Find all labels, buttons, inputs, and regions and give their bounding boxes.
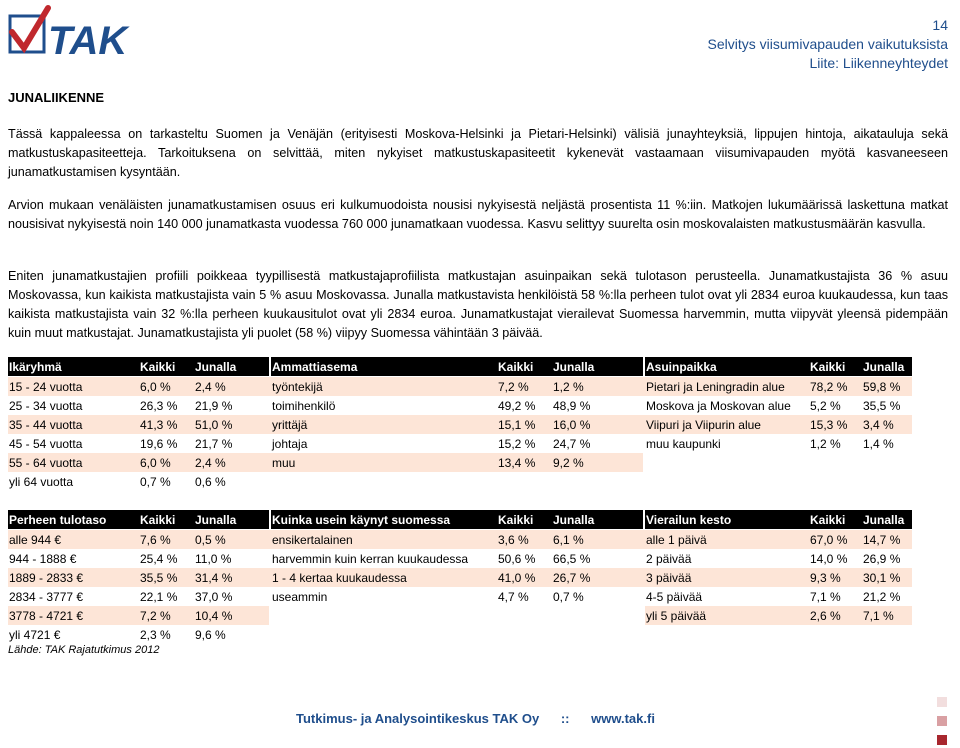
table-cell: 1889 - 2833 € (9, 570, 84, 585)
table-cell: 66,5 % (553, 551, 591, 566)
col-header: Kaikki (809, 510, 862, 529)
table-cell: 15,3 % (810, 417, 848, 432)
table-cell: 6,1 % (553, 532, 584, 547)
table-row (8, 568, 912, 587)
col-header: Vierailun kesto (645, 510, 809, 529)
table-cell: 2 päivää (646, 551, 692, 566)
table-cell: ensikertalainen (272, 532, 353, 547)
table-row (8, 549, 912, 568)
table-cell: Moskova ja Moskovan alue (646, 398, 791, 413)
table-cell (271, 472, 497, 491)
table-cell: toimihenkilö (272, 398, 336, 413)
table-cell: 25,4 % (140, 551, 178, 566)
table-row (8, 434, 912, 453)
col-header: Kaikki (809, 357, 862, 376)
table-cell (645, 472, 809, 491)
table-cell: työntekijä (272, 379, 323, 394)
table-cell: yli 5 päivää (645, 606, 809, 625)
table-cell: alle 944 € (9, 532, 62, 547)
table-cell: 7,2 % (498, 379, 529, 394)
table-cell (497, 472, 552, 491)
footer-separator: :: (560, 711, 570, 726)
decor-square-icon (937, 697, 947, 707)
table-cell: 3,4 % (863, 417, 894, 432)
table-row (8, 625, 912, 644)
table-cell (862, 625, 912, 644)
table-cell: johtaja (272, 436, 308, 451)
table-cell: 2834 - 3777 € (9, 589, 84, 604)
table-cell: useammin (272, 589, 328, 604)
table-cell: 2,4 % (194, 453, 269, 472)
table-cell: yli 64 vuotta (9, 474, 74, 489)
table-cell (497, 606, 552, 625)
table-cell: 0,6 % (195, 474, 226, 489)
table-row (8, 587, 912, 606)
table-cell: 4,7 % (498, 589, 529, 604)
table-cell: 3,6 % (498, 532, 529, 547)
table-cell: Pietari ja Leningradin alue (646, 379, 785, 394)
table-cell: 41,0 % (498, 570, 536, 585)
table-cell (809, 625, 862, 644)
table-cell: 37,0 % (195, 589, 233, 604)
table-cell: 2,3 % (140, 627, 171, 642)
paragraph-profile: Eniten junamatkustajien profiili poikkeaa tyypillisestä matkustajaprofiilista matkustajan asuinpaikan sekä tulotason perusteella. Junamatkustajista 36 % asuu Moskovassa, kun kaikista matkustajista vain 5 % asuu Moskovassa. Junalla matkustavista henkilöistä 58 %:lla perheen tulot ovat yli 2834 euroa kuukaudessa, kun taas kaikista matkustajista vain 32 %:lla perheen kuukausitulot ovat yli 2834 euroa. Junamatkustajat vierailevat Suomessa harvemmin, mutta viipyvät yleensä pidempään kuin muut matkustajat. Junamatkustajista yli puolet (58 %) viipyy Suomessa vähintään 3 päivää. (8, 269, 948, 340)
table-cell: 26,9 % (863, 551, 901, 566)
table-cell: 45 - 54 vuotta (9, 436, 83, 451)
table-cell: muu (271, 453, 497, 472)
table-cell (645, 625, 809, 644)
table-cell: 50,6 % (498, 551, 536, 566)
table-cell: 14,7 % (863, 532, 901, 547)
table-cell: muu kaupunki (646, 436, 721, 451)
table-row (8, 415, 912, 434)
income-visits-table (8, 510, 912, 644)
paragraph-intro: Tässä kappaleessa on tarkasteltu Suomen ja Venäjän (erityisesti Moskova-Helsinki ja Pietari-Helsinki) välisiä junayhteyksiä, lippujen hintoja, aikatauluja sekä matkustuskapasiteetteja. Tarkoituksena on selvittää, miten nykyiset matkustuskapasiteetit kykenevät vastaamaan viisumivapauden myötä kasvaneeseen junamatkustamisen kysyntään. (8, 127, 948, 179)
tak-logo (8, 4, 148, 64)
table-cell (552, 606, 643, 625)
col-header: Perheen tulotaso (8, 510, 139, 529)
table-cell: 2,6 % (809, 606, 862, 625)
table-row (8, 453, 912, 472)
table-cell (645, 453, 809, 472)
table-cell: 7,1 % (862, 606, 912, 625)
table-cell (809, 453, 862, 472)
table-row (8, 472, 912, 491)
table-cell: 13,4 % (497, 453, 552, 472)
table-cell: 35 - 44 vuotta (9, 417, 83, 432)
table-cell: 35,5 % (863, 398, 901, 413)
table-cell: 48,9 % (553, 398, 591, 413)
table-header-row (8, 357, 912, 376)
table-cell: 15,1 % (498, 417, 536, 432)
table-row (8, 606, 912, 625)
table-cell: 15,2 % (498, 436, 536, 451)
table-cell: 49,2 % (498, 398, 536, 413)
table-cell: 0,5 % (195, 532, 226, 547)
col-header: Kuinka usein käynyt suomessa (271, 510, 497, 529)
table-cell: 3778 - 4721 € (8, 606, 139, 625)
appendix-label: Liite: Liikenneyhteydet (809, 55, 948, 71)
table-cell: 7,6 % (140, 532, 171, 547)
table-cell: 4-5 päivää (646, 589, 703, 604)
footer-org: Tutkimus- ja Analysointikeskus TAK Oy (296, 711, 540, 726)
table-cell: 9,2 % (552, 453, 643, 472)
table-cell: 9,3 % (810, 570, 841, 585)
table-cell: 26,7 % (553, 570, 591, 585)
col-header: Junalla (862, 510, 912, 529)
table-cell: 21,7 % (195, 436, 233, 451)
col-header: Kaikki (497, 510, 552, 529)
table-cell: 55 - 64 vuotta (8, 453, 139, 472)
table-cell: 51,0 % (195, 417, 233, 432)
table-cell: 7,1 % (810, 589, 841, 604)
decor-square-icon (937, 735, 947, 745)
table-cell: 24,7 % (553, 436, 591, 451)
table-cell: 26,3 % (140, 398, 178, 413)
col-header: Junalla (552, 510, 643, 529)
table-cell: 21,2 % (863, 589, 901, 604)
col-header: Kaikki (497, 357, 552, 376)
table-cell: 22,1 % (140, 589, 178, 604)
footer (296, 711, 673, 726)
table-cell: 6,0 % (139, 453, 194, 472)
col-header: Junalla (862, 357, 912, 376)
table-cell: 9,6 % (195, 627, 226, 642)
document-title: Selvitys viisumivapauden vaikutuksista (707, 36, 948, 52)
table-cell (862, 472, 912, 491)
table-cell: 35,5 % (140, 570, 178, 585)
table-cell: 30,1 % (863, 570, 901, 585)
table-header-row (8, 510, 912, 529)
table-cell: yrittäjä (272, 417, 308, 432)
footer-url-link[interactable]: www.tak.fi (591, 711, 655, 726)
table-cell: alle 1 päivä (646, 532, 707, 547)
table-cell: 3 päivää (646, 570, 692, 585)
table-cell: 16,0 % (553, 417, 591, 432)
col-header: Kaikki (139, 510, 194, 529)
col-header: Ammattiasema (271, 357, 497, 376)
table-cell: 6,0 % (140, 379, 171, 394)
decor-square-icon (937, 716, 947, 726)
table-cell: 14,0 % (810, 551, 848, 566)
table-row (8, 377, 912, 396)
table-cell (552, 472, 643, 491)
table-cell: 2,4 % (195, 379, 226, 394)
col-header: Asuinpaikka (645, 357, 809, 376)
table-cell (271, 606, 497, 625)
page-header (708, 16, 948, 73)
table-cell: 67,0 % (810, 532, 848, 547)
table-cell: Viipuri ja Viipurin alue (646, 417, 761, 432)
table-cell: 41,3 % (140, 417, 178, 432)
col-header: Ikäryhmä (8, 357, 139, 376)
table-cell: 15 - 24 vuotta (9, 379, 83, 394)
table-cell: 0,7 % (553, 589, 584, 604)
table-cell: 7,2 % (139, 606, 194, 625)
table-cell: 1,4 % (863, 436, 894, 451)
table-cell (271, 625, 497, 644)
table-cell: 1 - 4 kertaa kuukaudessa (272, 570, 407, 585)
table-row (8, 530, 912, 549)
passenger-profile-table (8, 357, 912, 491)
table-cell: 11,0 % (195, 551, 232, 566)
table-cell (552, 625, 643, 644)
logo-text: TAK (48, 19, 128, 63)
table-cell: 5,2 % (810, 398, 841, 413)
table-cell: 31,4 % (195, 570, 233, 585)
table-cell: 21,9 % (195, 398, 233, 413)
table-cell: 944 - 1888 € (9, 551, 77, 566)
table-row (8, 396, 912, 415)
table-cell: 1,2 % (553, 379, 584, 394)
col-header: Junalla (194, 357, 269, 376)
table-cell: 10,4 % (194, 606, 269, 625)
table-cell: yli 4721 € (9, 627, 61, 642)
col-header: Kaikki (139, 357, 194, 376)
table-cell: 0,7 % (140, 474, 171, 489)
table-cell: 78,2 % (810, 379, 848, 394)
col-header: Junalla (552, 357, 643, 376)
table-cell (497, 625, 552, 644)
table-cell: 1,2 % (810, 436, 841, 451)
table-cell (862, 453, 912, 472)
table-cell: harvemmin kuin kerran kuukaudessa (272, 551, 469, 566)
table-cell (809, 472, 862, 491)
page-number: 14 (932, 17, 948, 33)
paragraph-estimate: Arvion mukaan venäläisten junamatkustamisen osuus eri kulkumuodoista nousisi nykyisestä neljästä prosentista 11 %:iin. Matkojen lukumäärissä laskettuna matkat nousisivat nykyisestä noin 140 000 junamatkasta vuodessa 760 000 junamatkaan vuodessa. Kasvu selittyy suurelta osin moskovalaisten matkustusmäärän kasvulla. (8, 198, 948, 231)
section-title: JUNALIIKENNE (8, 90, 105, 105)
col-header: Junalla (194, 510, 269, 529)
table-cell: 25 - 34 vuotta (9, 398, 83, 413)
table-cell: 59,8 % (863, 379, 901, 394)
table-cell: 19,6 % (140, 436, 178, 451)
source-note: Lähde: TAK Rajatutkimus 2012 (8, 644, 160, 656)
